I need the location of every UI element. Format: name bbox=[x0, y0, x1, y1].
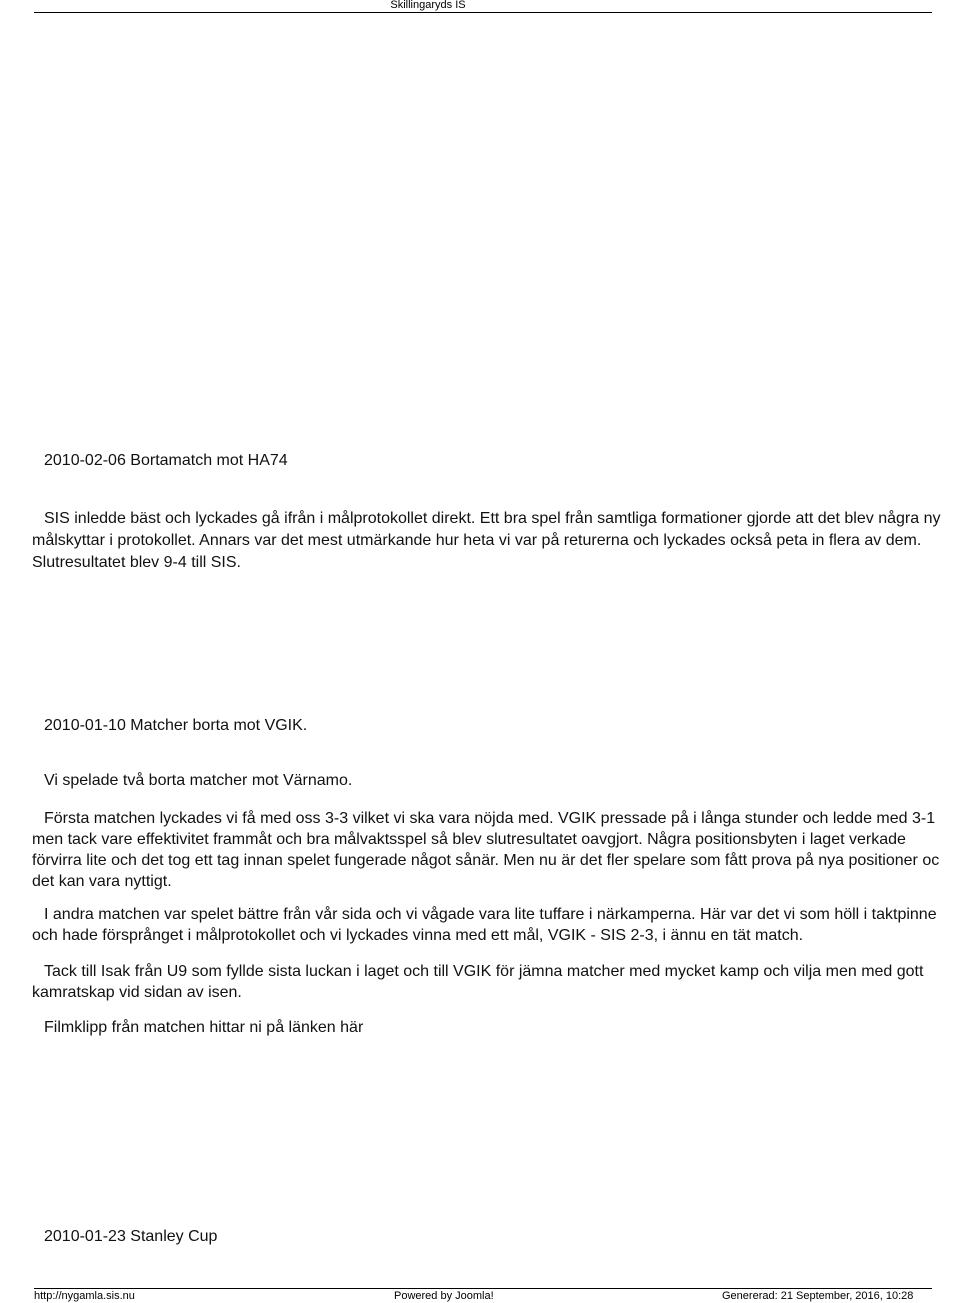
paragraph-line: Vi spelade två borta matcher mot Värnamo. bbox=[44, 772, 353, 789]
paragraph-line: det kan vara nyttigt. bbox=[32, 873, 172, 890]
paragraph-line: kamratskap vid sidan av isen. bbox=[32, 984, 242, 1001]
paragraph-line: förvirra lite och det tog ett tag innan spelet fungerade något sånär. Men nu är det fler spelare som fått prova på nya positioner oc bbox=[32, 852, 940, 869]
footer-generated-date: Genererad: 21 September, 2016, 10:28 bbox=[722, 1290, 914, 1302]
page-header-title: Skillingaryds IS bbox=[390, 0, 466, 11]
paragraph-line: och hade försprånget i målprotokollet och vi lyckades vinna med ett mål, VGIK - SIS 2-3, i ännu en tät match. bbox=[32, 927, 804, 944]
page-footer bbox=[0, 1290, 960, 1302]
header-divider bbox=[34, 12, 932, 13]
article-title: 2010-02-06 Bortamatch mot HA74 bbox=[44, 452, 288, 469]
footer-site-url[interactable]: http://nygamla.sis.nu bbox=[34, 1290, 135, 1302]
paragraph-line: Filmklipp från matchen hittar ni på länken här bbox=[44, 1019, 364, 1036]
footer-powered-by: Powered by Joomla! bbox=[394, 1290, 494, 1302]
paragraph-line: SIS inledde bäst och lyckades gå ifrån i målprotokollet direkt. Ett bra spel från samtliga formationer gjorde att det blev några ny bbox=[44, 510, 941, 527]
article-title: 2010-01-10 Matcher borta mot VGIK. bbox=[44, 717, 308, 734]
footer-divider bbox=[34, 1288, 932, 1289]
paragraph-line: I andra matchen var spelet bättre från vår sida och vi vågade vara lite tuffare i närkamperna. Här var det vi som höll i taktpinne bbox=[44, 906, 937, 923]
paragraph-line: Slutresultatet blev 9-4 till SIS. bbox=[32, 554, 241, 571]
paragraph-line: målskyttar i protokollet. Annars var det mest utmärkande hur heta vi var på returerna och lyckades också peta in flera av dem. bbox=[32, 532, 922, 549]
paragraph-line: Första matchen lyckades vi få med oss 3-3 vilket vi ska vara nöjda med. VGIK pressade på i långa stunder och ledde med 3-1 bbox=[44, 810, 936, 827]
paragraph-line: Tack till Isak från U9 som fyllde sista luckan i laget och till VGIK för jämna matcher med mycket kamp och vilja men med gott bbox=[44, 963, 924, 980]
paragraph-line: men tack vare effektivitet frammåt och bra målvaktsspel så blev slutresultatet oavgjort. Några positionsbyten i laget verkade bbox=[32, 831, 906, 848]
article-title: 2010-01-23 Stanley Cup bbox=[44, 1228, 218, 1245]
